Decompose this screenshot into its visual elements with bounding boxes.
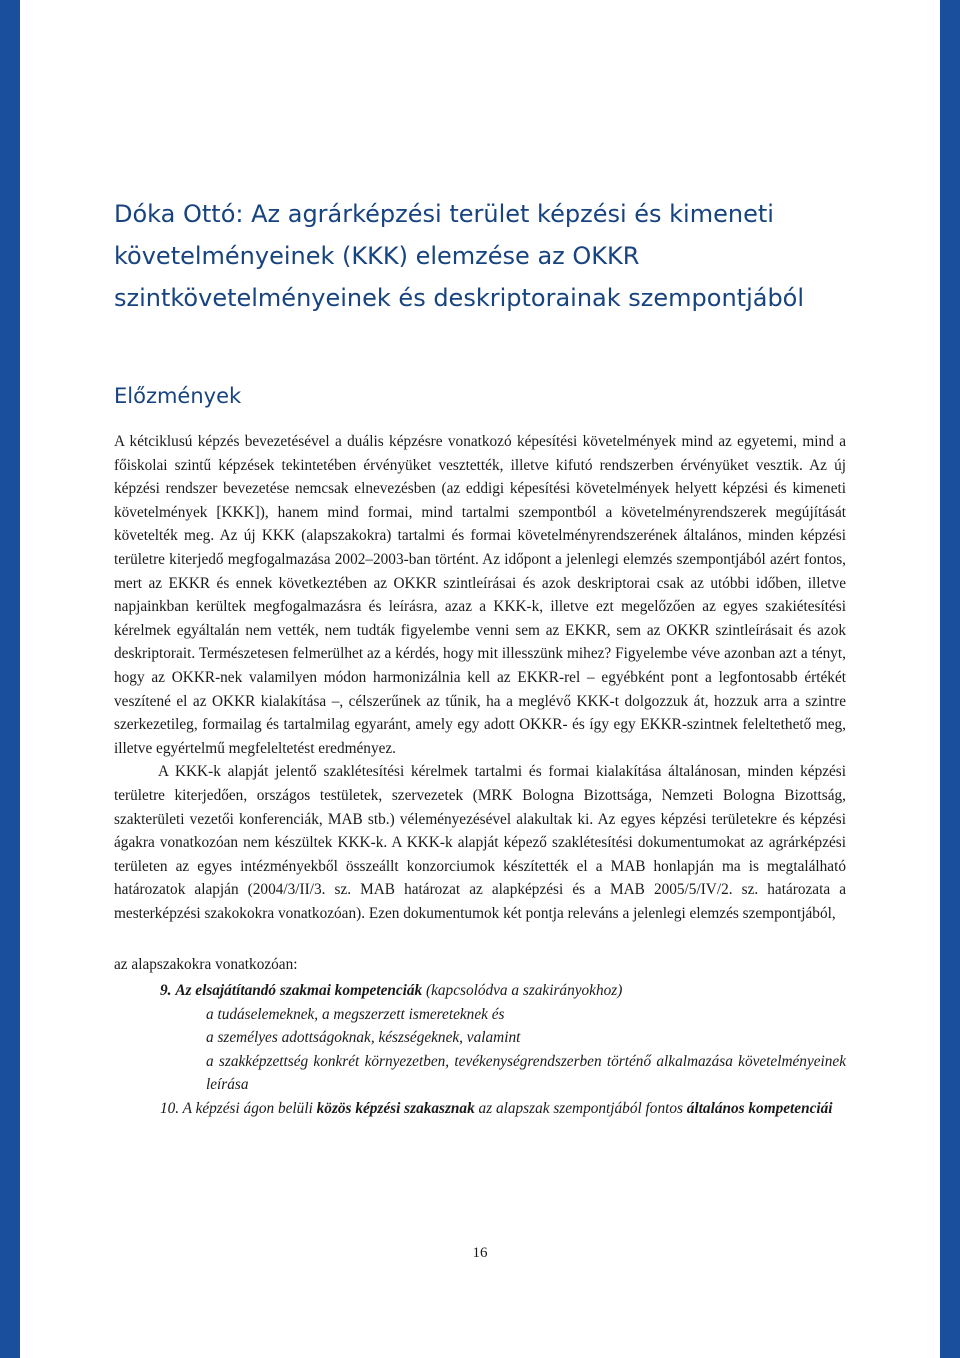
list-intro: az alapszakokra vonatkozóan: (114, 956, 298, 974)
item-10-text-a: A képzési ágon belüli (179, 1100, 317, 1118)
item-10-bold-b: általános kompetenciái (686, 1100, 833, 1118)
left-side-bar (0, 0, 20, 1358)
paragraph-1: A kétciklusú képzés bevezetésével a duális képzésre vonatkozó képesítési követelmények mind az egyetemi, mind a főiskolai szintű képzések tekintetében érvényüket vesztették, illetve kifutó rendszerben érvényüket vesztik. Az új képzési rendszer bevezetése nemcsak elnevezésben (az eddigi képesítési követelmények helyett képzési és kimeneti követelmények [KKK]), hanem mind formai, mind tartalmi szempontból a követelményrendszerek megújítását követelték meg. Az új KKK (alapszakokra) tartalmi és formai követelményrendszerének általános, minden képzési területre kiterjedő megfogalmazása 2002–2003-ban történt. Az időpont a jelenlegi elemzés szempontjából azért fontos, mert az EKKR és ennek következtében az OKKR szintleírásai és azok deskriptorai csak az utóbbi időben, illetve napjainkban kerültek megfogalmazásra és leírásra, azaz a KKK-k, illetve ezt megelőzően az egyes szakiétesítési kérelmek egyáltalán nem vették, nem tudták figyelembe venni sem az EKKR, sem az OKKR szintleírásait és azok deskriptorait. Természetesen felmerülhet az a kérdés, hogy mit illesszünk mihez? Figyelembe véve azonban azt a tényt, hogy az OKKR-nek valamilyen módon harmonizálnia kell az EKKR-rel – egyébként pont a legfontosabb értékét veszítené el az OKKR kialakítása –, célszerűnek az tűnik, ha a meglévő KKK-t dolgozzuk át, hozzuk arra a szintre szerkezetileg, formailag és tartalmilag egyaránt, amely egy adott OKKR- és így egy EKKR-szintnek feleltethető meg, illetve egyértelmű megfeleltetést eredményez. (114, 433, 846, 757)
item-9-rest: (kapcsolódva a szakirányokhoz) (422, 982, 623, 1000)
paragraph-2: A KKK-k alapját jelentő szaklétesítési kérelmek tartalmi és formai kialakítása általánosan, minden képzési területre kiterjedően, országos testületek, szervezetek (MRK Bologna Bizottsága, Nemzeti Bologna Bizottság, szakterületi vezetői konferenciák, MAB stb.) véleményezésével alakultak ki. Az egyes képzési területekre és képzési ágakra vonatkozóan nem készültek KKK-k. A KKK-k alapját képező szaklétesítési dokumentumokat az agrárképzési területen az egyes intézményekből összeállt konzorciumok készítették el a MAB honlapján ma is megtalálható határozatok alapján (2004/3/II/3. sz. MAB határozat az alapképzési és a MAB 2005/5/IV/2. sz. határozata a mesterképzési szakokokra vonatkozóan). Ezen dokumentumok két pontja releváns a jelenlegi elemzés szempontjából, (114, 763, 846, 922)
list-item-9 (160, 979, 846, 1003)
sub-item-3: a szakképzettség konkrét környezetben, tevékenységrendszerben történő alkalmazása követelményeinek leírása (206, 1052, 846, 1094)
section-heading: Előzmények (114, 384, 242, 408)
item-10-bold-a: közös képzési szakasznak (316, 1100, 475, 1118)
item-10-number: 10. (160, 1100, 180, 1118)
page-number: 16 (472, 1245, 488, 1261)
item-10-text-b: az alapszak szempontjából fontos (474, 1100, 687, 1118)
requirements-list (114, 979, 846, 1121)
item-9-number: 9. (160, 982, 172, 1000)
page-title: Dóka Ottó: Az agrárképzési terület képzési és kimeneti követelményeinek (KKK) elemzése az OKKR szintkövetelményeinek és deskriptorainak szempontjából (114, 200, 805, 312)
sub-item-1: a tudáselemeknek, a megszerzett ismereteknek és (206, 1005, 505, 1023)
body-text (114, 430, 846, 1121)
sub-item-2: a személyes adottságoknak, készségeknek, valamint (206, 1029, 521, 1047)
list-item-10 (160, 1097, 846, 1121)
right-side-bar (940, 0, 960, 1358)
item-9-title: Az elsajátítandó szakmai kompetenciák (175, 982, 423, 1000)
